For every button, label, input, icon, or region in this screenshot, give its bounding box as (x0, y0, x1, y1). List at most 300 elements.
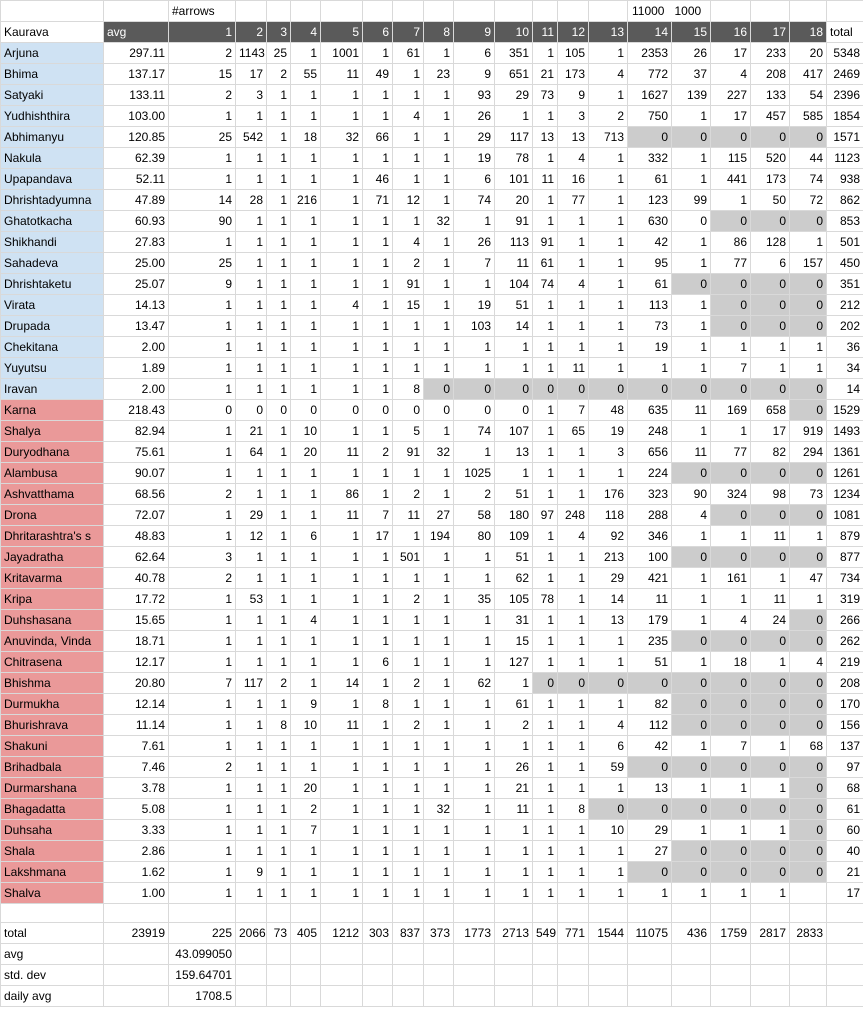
warrior-name[interactable]: Durmarshana (1, 778, 104, 799)
day-value-cell[interactable]: 1 (533, 421, 558, 442)
warrior-total[interactable]: 14 (827, 379, 863, 400)
day-value-cell[interactable]: 0 (790, 316, 827, 337)
day-value-cell[interactable]: 4 (558, 148, 589, 169)
day-value-cell[interactable]: 1 (454, 757, 495, 778)
cell-blank[interactable] (711, 1, 751, 22)
day-value-cell[interactable]: 13 (589, 610, 628, 631)
day-value-cell[interactable]: 0 (672, 127, 711, 148)
day-value-cell[interactable]: 1 (424, 568, 454, 589)
warrior-total[interactable]: 212 (827, 295, 863, 316)
warrior-name[interactable]: Dhrishtaketu (1, 274, 104, 295)
day-value-cell[interactable]: 1 (321, 568, 363, 589)
day-value-cell[interactable]: 1 (291, 652, 321, 673)
day-value-cell[interactable]: 61 (628, 169, 672, 190)
day-value-cell[interactable]: 12 (236, 526, 267, 547)
day-value-cell[interactable]: 1 (424, 274, 454, 295)
day-value-cell[interactable]: 0 (424, 400, 454, 421)
header-day-7[interactable]: 7 (393, 22, 424, 43)
day-value-cell[interactable]: 1 (393, 883, 424, 904)
day-value-cell[interactable]: 37 (672, 64, 711, 85)
day-value-cell[interactable]: 1 (589, 337, 628, 358)
cell-blank[interactable] (291, 986, 321, 1007)
header-day-1[interactable]: 1 (169, 22, 236, 43)
day-value-cell[interactable]: 1 (533, 631, 558, 652)
day-value-cell[interactable]: 1 (558, 484, 589, 505)
day-value-cell[interactable]: 1 (672, 337, 711, 358)
day-value-cell[interactable]: 9 (558, 85, 589, 106)
day-value-cell[interactable]: 1 (495, 820, 533, 841)
day-value-cell[interactable]: 1 (267, 379, 291, 400)
day-value-cell[interactable]: 26 (672, 43, 711, 64)
day-value-cell[interactable]: 32 (424, 442, 454, 463)
day-value-cell[interactable]: 1 (393, 652, 424, 673)
warrior-avg[interactable]: 3.33 (104, 820, 169, 841)
warrior-total[interactable]: 266 (827, 610, 863, 631)
warrior-avg[interactable]: 5.08 (104, 799, 169, 820)
day-value-cell[interactable]: 2 (169, 85, 236, 106)
day-value-cell[interactable]: 1 (236, 883, 267, 904)
cell-blank[interactable] (751, 904, 790, 923)
warrior-total[interactable]: 2469 (827, 64, 863, 85)
day-value-cell[interactable]: 1 (393, 463, 424, 484)
day-value-cell[interactable]: 248 (558, 505, 589, 526)
day-value-cell[interactable]: 1 (790, 337, 827, 358)
warrior-total[interactable]: 1571 (827, 127, 863, 148)
day-value-cell[interactable]: 62 (454, 673, 495, 694)
day-value-cell[interactable]: 1143 (236, 43, 267, 64)
day-value-cell[interactable]: 1 (454, 841, 495, 862)
day-value-cell[interactable]: 0 (790, 295, 827, 316)
footer-day-total[interactable]: 303 (363, 923, 393, 944)
day-value-cell[interactable]: 5 (393, 421, 424, 442)
warrior-avg[interactable]: 17.72 (104, 589, 169, 610)
day-value-cell[interactable]: 0 (672, 673, 711, 694)
day-value-cell[interactable]: 7 (169, 673, 236, 694)
warrior-avg[interactable]: 3.78 (104, 778, 169, 799)
warrior-total[interactable]: 351 (827, 274, 863, 295)
day-value-cell[interactable] (790, 883, 827, 904)
header-day-14[interactable]: 14 (628, 22, 672, 43)
cell-blank[interactable] (628, 944, 672, 965)
cell-blank[interactable] (236, 986, 267, 1007)
day-value-cell[interactable]: 213 (589, 547, 628, 568)
day-value-cell[interactable]: 1 (236, 778, 267, 799)
warrior-name[interactable]: Jayadratha (1, 547, 104, 568)
day-value-cell[interactable]: 1 (558, 778, 589, 799)
day-value-cell[interactable]: 1 (363, 379, 393, 400)
day-value-cell[interactable]: 2 (363, 442, 393, 463)
warrior-name[interactable]: Upapandava (1, 169, 104, 190)
day-value-cell[interactable]: 1 (321, 274, 363, 295)
cell-blank[interactable] (104, 944, 169, 965)
day-value-cell[interactable]: 1 (533, 358, 558, 379)
day-value-cell[interactable]: 29 (495, 85, 533, 106)
day-value-cell[interactable]: 1 (454, 211, 495, 232)
day-value-cell[interactable]: 1 (267, 862, 291, 883)
day-value-cell[interactable]: 117 (495, 127, 533, 148)
day-value-cell[interactable]: 194 (424, 526, 454, 547)
day-value-cell[interactable]: 0 (672, 694, 711, 715)
day-value-cell[interactable]: 1 (236, 274, 267, 295)
day-value-cell[interactable]: 0 (751, 379, 790, 400)
day-value-cell[interactable]: 0 (711, 505, 751, 526)
day-value-cell[interactable]: 4 (790, 652, 827, 673)
cell-blank[interactable] (628, 904, 672, 923)
cell-blank[interactable] (424, 965, 454, 986)
day-value-cell[interactable]: 1 (424, 484, 454, 505)
cell-blank[interactable] (267, 986, 291, 1007)
day-value-cell[interactable]: 1 (424, 631, 454, 652)
day-value-cell[interactable]: 1 (363, 736, 393, 757)
warrior-name[interactable]: Duryodhana (1, 442, 104, 463)
day-value-cell[interactable]: 1 (169, 736, 236, 757)
day-value-cell[interactable]: 1 (424, 694, 454, 715)
cell-blank[interactable] (790, 965, 827, 986)
day-value-cell[interactable]: 2 (267, 64, 291, 85)
day-value-cell[interactable]: 1 (267, 694, 291, 715)
day-value-cell[interactable]: 1 (267, 148, 291, 169)
day-value-cell[interactable]: 1 (589, 211, 628, 232)
day-value-cell[interactable]: 74 (790, 169, 827, 190)
day-value-cell[interactable]: 1 (533, 568, 558, 589)
day-value-cell[interactable]: 1 (533, 694, 558, 715)
day-value-cell[interactable]: 1 (533, 715, 558, 736)
day-value-cell[interactable]: 1 (291, 484, 321, 505)
cell-blank[interactable] (495, 904, 533, 923)
day-value-cell[interactable]: 1 (751, 337, 790, 358)
day-value-cell[interactable]: 1 (267, 547, 291, 568)
day-value-cell[interactable]: 77 (711, 253, 751, 274)
day-value-cell[interactable]: 235 (628, 631, 672, 652)
day-value-cell[interactable]: 1 (169, 694, 236, 715)
day-value-cell[interactable]: 161 (711, 568, 751, 589)
day-value-cell[interactable]: 1 (790, 232, 827, 253)
day-value-cell[interactable]: 1 (790, 526, 827, 547)
cell-blank[interactable] (454, 1, 495, 22)
day-value-cell[interactable]: 1 (321, 652, 363, 673)
day-value-cell[interactable]: 1 (393, 127, 424, 148)
day-value-cell[interactable]: 2 (169, 484, 236, 505)
day-value-cell[interactable]: 1 (236, 652, 267, 673)
day-value-cell[interactable]: 17 (711, 106, 751, 127)
day-value-cell[interactable]: 1 (533, 547, 558, 568)
day-value-cell[interactable]: 1 (424, 295, 454, 316)
day-value-cell[interactable]: 1 (236, 169, 267, 190)
header-day-15[interactable]: 15 (672, 22, 711, 43)
day-value-cell[interactable]: 1 (533, 190, 558, 211)
cell-blank[interactable] (321, 1, 363, 22)
day-value-cell[interactable]: 1 (711, 589, 751, 610)
day-value-cell[interactable]: 1 (291, 589, 321, 610)
day-value-cell[interactable]: 0 (751, 799, 790, 820)
day-value-cell[interactable]: 8 (363, 694, 393, 715)
day-value-cell[interactable]: 50 (751, 190, 790, 211)
day-value-cell[interactable]: 1 (533, 652, 558, 673)
day-value-cell[interactable]: 1 (321, 883, 363, 904)
warrior-avg[interactable]: 11.14 (104, 715, 169, 736)
footer-total-value[interactable]: 23919 (104, 923, 169, 944)
day-value-cell[interactable]: 1 (267, 505, 291, 526)
header-day-13[interactable]: 13 (589, 22, 628, 43)
day-value-cell[interactable]: 1 (321, 631, 363, 652)
header-day-10[interactable]: 10 (495, 22, 533, 43)
day-value-cell[interactable]: 1 (321, 232, 363, 253)
day-value-cell[interactable]: 1 (558, 295, 589, 316)
cell-blank[interactable] (104, 904, 169, 923)
day-value-cell[interactable]: 1 (454, 862, 495, 883)
cell-blank[interactable] (711, 986, 751, 1007)
day-value-cell[interactable]: 1 (169, 631, 236, 652)
day-value-cell[interactable]: 1 (424, 736, 454, 757)
day-value-cell[interactable]: 0 (790, 841, 827, 862)
day-value-cell[interactable]: 1 (169, 862, 236, 883)
warrior-avg[interactable]: 60.93 (104, 211, 169, 232)
day-value-cell[interactable]: 0 (711, 127, 751, 148)
day-value-cell[interactable]: 1 (321, 526, 363, 547)
day-value-cell[interactable]: 1 (424, 169, 454, 190)
header-avg[interactable]: avg (104, 22, 169, 43)
day-value-cell[interactable]: 80 (454, 526, 495, 547)
day-value-cell[interactable]: 1 (363, 862, 393, 883)
day-value-cell[interactable]: 1 (393, 631, 424, 652)
day-value-cell[interactable]: 0 (790, 799, 827, 820)
day-value-cell[interactable]: 1 (267, 106, 291, 127)
day-value-cell[interactable]: 92 (589, 526, 628, 547)
day-value-cell[interactable]: 1 (558, 883, 589, 904)
day-value-cell[interactable]: 1 (267, 211, 291, 232)
day-value-cell[interactable]: 97 (533, 505, 558, 526)
day-value-cell[interactable]: 0 (393, 400, 424, 421)
day-value-cell[interactable]: 29 (589, 568, 628, 589)
day-value-cell[interactable]: 1 (424, 610, 454, 631)
cell-blank[interactable] (495, 1, 533, 22)
day-value-cell[interactable]: 9 (454, 64, 495, 85)
day-value-cell[interactable]: 169 (711, 400, 751, 421)
cell-blank[interactable] (672, 986, 711, 1007)
footer-day-total[interactable]: 11075 (628, 923, 672, 944)
day-value-cell[interactable]: 90 (169, 211, 236, 232)
cell-blank[interactable] (267, 944, 291, 965)
day-value-cell[interactable]: 248 (628, 421, 672, 442)
day-value-cell[interactable]: 59 (589, 757, 628, 778)
day-value-cell[interactable]: 1 (558, 694, 589, 715)
day-value-cell[interactable]: 1 (454, 358, 495, 379)
day-value-cell[interactable]: 62 (495, 568, 533, 589)
header-day-18[interactable]: 18 (790, 22, 827, 43)
header-day-3[interactable]: 3 (267, 22, 291, 43)
warrior-avg[interactable]: 103.00 (104, 106, 169, 127)
day-value-cell[interactable]: 1 (321, 694, 363, 715)
day-value-cell[interactable]: 0 (558, 379, 589, 400)
day-value-cell[interactable]: 51 (495, 484, 533, 505)
day-value-cell[interactable]: 0 (495, 379, 533, 400)
cell-blank[interactable] (291, 1, 321, 22)
day-value-cell[interactable]: 0 (321, 400, 363, 421)
day-value-cell[interactable]: 0 (363, 400, 393, 421)
day-value-cell[interactable]: 1 (628, 358, 672, 379)
warrior-name[interactable]: Drupada (1, 316, 104, 337)
day-value-cell[interactable]: 14 (589, 589, 628, 610)
day-value-cell[interactable]: 1 (291, 883, 321, 904)
day-value-cell[interactable]: 1 (672, 883, 711, 904)
day-value-cell[interactable]: 7 (454, 253, 495, 274)
warrior-name[interactable]: Iravan (1, 379, 104, 400)
day-value-cell[interactable]: 77 (711, 442, 751, 463)
day-value-cell[interactable]: 0 (672, 379, 711, 400)
warrior-total[interactable]: 1081 (827, 505, 863, 526)
day-value-cell[interactable]: 4 (393, 106, 424, 127)
day-value-cell[interactable]: 1 (672, 736, 711, 757)
day-value-cell[interactable]: 1 (751, 568, 790, 589)
day-value-cell[interactable]: 1 (363, 799, 393, 820)
day-value-cell[interactable]: 1 (363, 820, 393, 841)
warrior-total[interactable]: 501 (827, 232, 863, 253)
cell-blank[interactable] (104, 986, 169, 1007)
day-value-cell[interactable]: 1 (363, 463, 393, 484)
day-value-cell[interactable]: 11 (321, 715, 363, 736)
day-value-cell[interactable]: 1 (321, 778, 363, 799)
day-value-cell[interactable]: 13 (495, 442, 533, 463)
day-value-cell[interactable]: 1 (424, 883, 454, 904)
day-value-cell[interactable]: 64 (236, 442, 267, 463)
day-value-cell[interactable]: 128 (751, 232, 790, 253)
day-value-cell[interactable]: 1 (169, 169, 236, 190)
day-value-cell[interactable]: 1 (790, 589, 827, 610)
day-value-cell[interactable]: 13 (533, 127, 558, 148)
day-value-cell[interactable]: 1 (424, 148, 454, 169)
day-value-cell[interactable]: 0 (589, 799, 628, 820)
day-value-cell[interactable]: 13 (628, 778, 672, 799)
day-value-cell[interactable]: 1 (533, 316, 558, 337)
warrior-total[interactable]: 34 (827, 358, 863, 379)
day-value-cell[interactable]: 0 (790, 757, 827, 778)
day-value-cell[interactable]: 1 (321, 736, 363, 757)
day-value-cell[interactable]: 0 (751, 862, 790, 883)
warrior-name[interactable]: Dhritarashtra's s (1, 526, 104, 547)
day-value-cell[interactable]: 7 (711, 358, 751, 379)
day-value-cell[interactable]: 0 (672, 463, 711, 484)
day-value-cell[interactable]: 1 (363, 757, 393, 778)
cell-blank[interactable] (454, 944, 495, 965)
day-value-cell[interactable]: 1 (628, 883, 672, 904)
day-value-cell[interactable]: 1 (267, 274, 291, 295)
day-value-cell[interactable]: 0 (628, 379, 672, 400)
day-value-cell[interactable]: 1 (672, 820, 711, 841)
day-value-cell[interactable]: 1 (495, 337, 533, 358)
day-value-cell[interactable]: 20 (291, 778, 321, 799)
day-value-cell[interactable]: 1 (321, 337, 363, 358)
warrior-total[interactable]: 450 (827, 253, 863, 274)
day-value-cell[interactable]: 1 (291, 148, 321, 169)
day-value-cell[interactable]: 100 (628, 547, 672, 568)
day-value-cell[interactable]: 1 (267, 232, 291, 253)
cell-blank[interactable] (533, 944, 558, 965)
warrior-avg[interactable]: 7.46 (104, 757, 169, 778)
footer-day-total[interactable]: 771 (558, 923, 589, 944)
day-value-cell[interactable]: 1 (424, 778, 454, 799)
day-value-cell[interactable]: 0 (711, 211, 751, 232)
day-value-cell[interactable]: 441 (711, 169, 751, 190)
warrior-name[interactable]: Shalva (1, 883, 104, 904)
day-value-cell[interactable]: 1 (267, 778, 291, 799)
day-value-cell[interactable]: 1 (363, 484, 393, 505)
cell-blank[interactable] (424, 904, 454, 923)
day-value-cell[interactable]: 1 (533, 442, 558, 463)
cell-blank[interactable] (393, 986, 424, 1007)
cell-blank[interactable] (363, 904, 393, 923)
day-value-cell[interactable]: 98 (751, 484, 790, 505)
day-value-cell[interactable]: 323 (628, 484, 672, 505)
cell-blank[interactable] (454, 965, 495, 986)
day-value-cell[interactable]: 19 (454, 295, 495, 316)
day-value-cell[interactable]: 3 (589, 442, 628, 463)
day-value-cell[interactable]: 1 (711, 820, 751, 841)
warrior-avg[interactable]: 15.65 (104, 610, 169, 631)
day-value-cell[interactable]: 750 (628, 106, 672, 127)
day-value-cell[interactable]: 2 (169, 568, 236, 589)
day-value-cell[interactable]: 0 (751, 757, 790, 778)
day-value-cell[interactable]: 4 (589, 64, 628, 85)
day-value-cell[interactable]: 1 (267, 253, 291, 274)
day-value-cell[interactable]: 17 (236, 64, 267, 85)
day-value-cell[interactable]: 1 (169, 715, 236, 736)
day-value-cell[interactable]: 421 (628, 568, 672, 589)
warrior-avg[interactable]: 62.64 (104, 547, 169, 568)
day-value-cell[interactable]: 7 (558, 400, 589, 421)
day-value-cell[interactable]: 99 (672, 190, 711, 211)
day-value-cell[interactable]: 1 (454, 274, 495, 295)
cell-blank[interactable] (628, 986, 672, 1007)
day-value-cell[interactable]: 1 (236, 610, 267, 631)
day-value-cell[interactable]: 66 (363, 127, 393, 148)
day-value-cell[interactable]: 20 (291, 442, 321, 463)
day-value-cell[interactable]: 1 (672, 148, 711, 169)
day-value-cell[interactable]: 105 (558, 43, 589, 64)
cell-blank[interactable] (104, 1, 169, 22)
day-value-cell[interactable]: 2 (589, 106, 628, 127)
day-value-cell[interactable]: 1 (393, 169, 424, 190)
day-value-cell[interactable]: 1 (589, 631, 628, 652)
day-value-cell[interactable]: 0 (628, 862, 672, 883)
footer-avg-value[interactable]: 43.099050 (169, 944, 236, 965)
day-value-cell[interactable]: 68 (790, 736, 827, 757)
day-value-cell[interactable]: 1 (558, 547, 589, 568)
day-value-cell[interactable]: 1627 (628, 85, 672, 106)
cell-blank[interactable] (495, 965, 533, 986)
day-value-cell[interactable]: 1 (454, 547, 495, 568)
day-value-cell[interactable]: 1 (291, 862, 321, 883)
day-value-cell[interactable]: 0 (711, 715, 751, 736)
day-value-cell[interactable]: 12 (393, 190, 424, 211)
day-value-cell[interactable]: 1 (169, 316, 236, 337)
day-value-cell[interactable]: 0 (672, 757, 711, 778)
day-value-cell[interactable]: 48 (589, 400, 628, 421)
warrior-avg[interactable]: 52.11 (104, 169, 169, 190)
day-value-cell[interactable]: 1 (589, 883, 628, 904)
day-value-cell[interactable]: 1 (236, 379, 267, 400)
header-day-5[interactable]: 5 (321, 22, 363, 43)
day-value-cell[interactable]: 46 (363, 169, 393, 190)
day-value-cell[interactable]: 1 (363, 211, 393, 232)
footer-day-total[interactable]: 225 (169, 923, 236, 944)
day-value-cell[interactable]: 0 (751, 127, 790, 148)
cell-blank[interactable] (827, 923, 863, 944)
day-value-cell[interactable]: 1 (533, 106, 558, 127)
day-value-cell[interactable]: 1 (169, 799, 236, 820)
day-value-cell[interactable]: 1 (424, 190, 454, 211)
day-value-cell[interactable]: 1 (267, 358, 291, 379)
day-value-cell[interactable]: 1 (267, 421, 291, 442)
